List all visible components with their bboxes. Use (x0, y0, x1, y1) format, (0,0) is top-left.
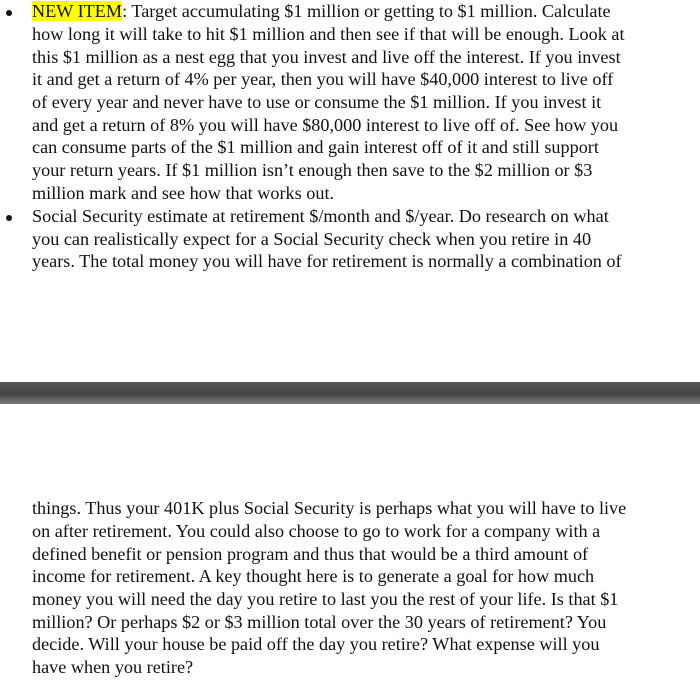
bullet-2-line-1: Social Security estimate at retirement $/month and $/year. Do research on what (32, 206, 609, 226)
page-2-line-2: on after retirement. You could also choose to go to work for a company with a (32, 521, 601, 541)
page-2-line-1: things. Thus your 401K plus Social Security is perhaps what you will have to live (32, 498, 627, 518)
bullet-1-line-6: and get a return of 8% you will have $80,000 interest to live off of. See how you (32, 115, 619, 135)
new-item-highlight: NEW ITEM (32, 1, 123, 21)
bullet-1-line-2: how long it will take to hit $1 million and then see if that will be enough. Look at (32, 24, 625, 44)
bullet-1-line-8: your return years. If $1 million isn’t enough then save to the $2 million or $3 (32, 160, 593, 180)
bullet-2-marker (6, 215, 12, 221)
page-2-line-6: million? Or perhaps $2 or $3 million total over the 30 years of retirement? You (32, 612, 607, 632)
bullet-1-line-5: of every year and never have to use or consume the $1 million. If you invest it (32, 92, 602, 112)
page-2-line-8: have when you retire? (32, 657, 194, 677)
page-separator (0, 382, 700, 404)
page-2-line-5: money you will need the day you retire to last you the rest of your life. Is that $1 (32, 589, 619, 609)
page-2-line-4: income for retirement. A key thought here is to generate a goal for how much (32, 566, 595, 586)
page-2-line-7: decide. Will your house be paid off the day you retire? What expense will you (32, 634, 600, 654)
bullet-1-line-1-text: : Target accumulating $1 million or getting to $1 million. Calculate (122, 1, 611, 21)
bullet-2-line-2: you can realistically expect for a Social Security check when you retire in 40 (32, 229, 592, 249)
bullet-1-line-3: this $1 million as a nest egg that you invest and live off the interest. If you invest (32, 47, 621, 67)
bullet-1-line-1 (32, 0, 611, 22)
bullet-1-marker (6, 10, 12, 16)
bullet-1-line-7: can consume parts of the $1 million and gain interest off of it and still support (32, 137, 599, 157)
bullet-1-line-9: million mark and see how that works out. (32, 183, 335, 203)
page-2-line-3: defined benefit or pension program and thus that would be a third amount of (32, 544, 589, 564)
bullet-1-line-4: it and get a return of 4% per year, then you will have $40,000 interest to live off (32, 69, 614, 89)
bullet-2-line-3: years. The total money you will have for retirement is normally a combination of (32, 251, 622, 271)
